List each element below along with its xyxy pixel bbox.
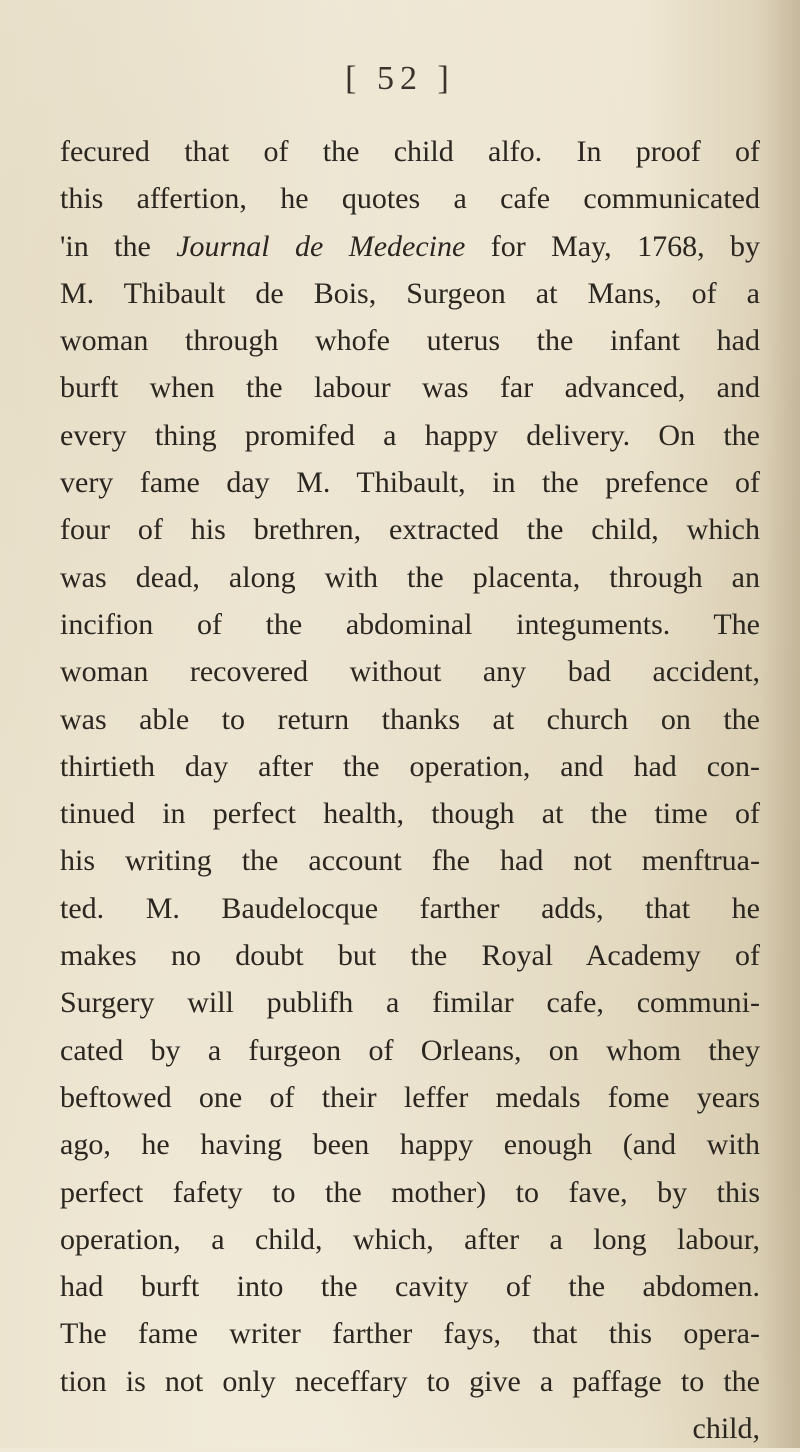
text-line: operation, a child, which, after a long labour, bbox=[60, 1222, 760, 1256]
text-line: every thing promifed a happy delivery. On the bbox=[60, 418, 760, 452]
text-line: tinued in perfect health, though at the time of bbox=[60, 797, 760, 831]
body-text bbox=[60, 128, 760, 1452]
catchword: child, bbox=[692, 1412, 760, 1446]
text-line: beftowed one of their leffer medals fome years bbox=[60, 1080, 760, 1114]
text-line: makes no doubt but the Royal Academy of bbox=[60, 939, 760, 973]
text-line: had burft into the cavity of the abdomen. bbox=[60, 1270, 760, 1304]
text-line-start: 'in the bbox=[60, 229, 177, 263]
page-edge-shadow bbox=[760, 0, 800, 1448]
text-line: ago, he having been happy enough (and with bbox=[60, 1128, 760, 1162]
text-line: four of his brethren, extracted the child, which bbox=[60, 513, 760, 547]
text-line: Surgery will publifh a fimilar cafe, communi- bbox=[60, 986, 760, 1020]
text-line: was dead, along with the placenta, through an bbox=[60, 560, 760, 594]
text-line bbox=[60, 223, 760, 270]
text-line: The fame writer farther fays, that this opera- bbox=[60, 1317, 760, 1351]
text-line: thirtieth day after the operation, and had con- bbox=[60, 749, 760, 783]
text-line: fecured that of the child alfo. In proof of bbox=[60, 135, 760, 168]
text-line: tion is not only neceffary to give a paffage to the bbox=[60, 1364, 760, 1398]
text-line: his writing the account fhe had not menftrua- bbox=[60, 844, 760, 878]
text-line: was able to return thanks at church on the bbox=[60, 702, 760, 736]
page-number: [ 52 ] bbox=[345, 60, 455, 97]
journal-title: Journal de Medecine bbox=[176, 229, 466, 263]
text-line: very fame day M. Thibault, in the prefence of bbox=[60, 466, 760, 500]
text-line: ted. M. Baudelocque farther adds, that he bbox=[60, 891, 760, 925]
text-line: this affertion, he quotes a cafe communicated bbox=[60, 182, 760, 216]
text-line: woman recovered without any bad accident, bbox=[60, 655, 760, 689]
text-line: perfect fafety to the mother) to fave, by this bbox=[60, 1175, 760, 1209]
text-line: burft when the labour was far advanced, and bbox=[60, 371, 760, 405]
text-line: incifion of the abdominal integuments. The bbox=[60, 607, 760, 641]
text-line: M. Thibault de Bois, Surgeon at Mans, of a bbox=[60, 276, 760, 310]
text-line-end: for May, 1768, by bbox=[465, 229, 761, 263]
text-line: cated by a furgeon of Orleans, on whom they bbox=[60, 1033, 760, 1067]
text-line: woman through whofe uterus the infant had bbox=[60, 324, 760, 358]
